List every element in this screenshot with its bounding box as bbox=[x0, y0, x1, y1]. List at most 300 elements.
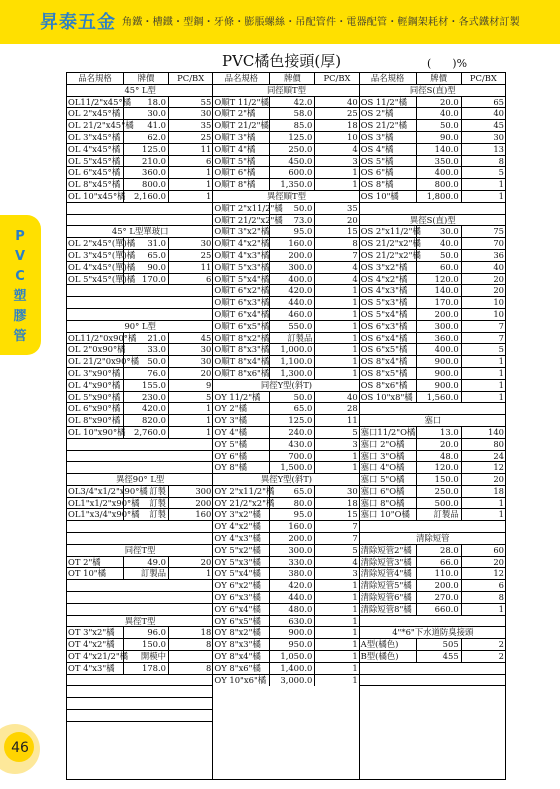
product-row bbox=[213, 439, 358, 451]
section-heading-row bbox=[360, 533, 505, 545]
item-spec: OY 5"x2"橘 bbox=[214, 544, 261, 555]
product-row bbox=[360, 462, 505, 474]
section-heading: 同徑Y型(斜T) bbox=[260, 379, 313, 390]
item-spec: OY 8"x3"橘 bbox=[214, 639, 261, 650]
pieces-per-box: 2 bbox=[498, 651, 504, 662]
item-spec: OY 6"橘 bbox=[214, 450, 247, 461]
pieces-per-box: 12 bbox=[493, 462, 504, 473]
item-spec: OS 5"橘 bbox=[360, 155, 394, 166]
empty-row bbox=[360, 403, 505, 415]
product-row bbox=[360, 568, 505, 580]
item-spec: OL 3"x45°橘 bbox=[68, 131, 121, 142]
section-heading-row bbox=[67, 616, 212, 628]
product-row bbox=[360, 486, 505, 498]
item-spec: A型(橘色) bbox=[360, 639, 399, 650]
header-pieces-per-box: PC/BX bbox=[469, 73, 497, 83]
item-spec: OL11/2"0x90°橘 bbox=[68, 332, 137, 343]
list-price: 2,160.0 bbox=[123, 191, 169, 202]
list-price: 950.0 bbox=[269, 639, 315, 650]
list-price: 62.0 bbox=[123, 132, 169, 143]
item-spec: OS 21/2"橘 bbox=[360, 120, 407, 131]
item-spec bbox=[67, 533, 212, 544]
product-row bbox=[213, 156, 358, 168]
list-price: 28.0 bbox=[416, 545, 462, 556]
item-spec bbox=[360, 616, 505, 627]
pieces-per-box: 8 bbox=[498, 592, 504, 603]
list-price: 120.0 bbox=[416, 462, 462, 473]
item-spec bbox=[360, 686, 505, 698]
pieces-per-box: 6 bbox=[205, 273, 212, 284]
pieces-per-box: 1 bbox=[498, 356, 504, 367]
pieces-per-box: 1 bbox=[352, 603, 358, 614]
list-price: 330.0 bbox=[269, 557, 315, 568]
pieces-per-box: 1 bbox=[205, 403, 212, 414]
list-price: 58.0 bbox=[269, 108, 315, 119]
section-heading-row bbox=[67, 85, 212, 97]
item-spec: OY 8"x4"橘 bbox=[214, 651, 261, 662]
pieces-per-box: 1 bbox=[352, 662, 358, 673]
pieces-per-box: 200 bbox=[195, 497, 212, 508]
pieces-per-box: 30 bbox=[200, 356, 212, 367]
list-price: 13.0 bbox=[416, 427, 462, 438]
column-header-row bbox=[360, 73, 505, 85]
product-row bbox=[213, 297, 358, 309]
pieces-per-box: 80 bbox=[493, 438, 504, 449]
pieces-per-box: 1 bbox=[352, 627, 358, 638]
pieces-per-box: 10 bbox=[493, 308, 504, 319]
item-spec: OS 2"x11/2"橘 bbox=[360, 226, 421, 237]
product-row bbox=[213, 215, 358, 227]
item-spec: O順T 4"x3"橘 bbox=[214, 249, 270, 260]
empty-row bbox=[67, 439, 212, 451]
product-row bbox=[67, 392, 212, 404]
product-row bbox=[213, 344, 358, 356]
list-price: 125.0 bbox=[269, 415, 315, 426]
pieces-per-box: 20 bbox=[493, 474, 504, 485]
list-price: 550.0 bbox=[269, 321, 315, 332]
pieces-per-box: 40 bbox=[493, 108, 504, 119]
list-price: 85.0 bbox=[269, 120, 315, 131]
product-row bbox=[360, 580, 505, 592]
pieces-per-box: 11 bbox=[346, 415, 358, 426]
header-item-spec: 品名規格 bbox=[78, 73, 112, 83]
item-spec bbox=[67, 698, 212, 709]
pieces-per-box: 10 bbox=[346, 131, 358, 142]
product-row bbox=[213, 651, 358, 663]
product-row bbox=[67, 651, 212, 663]
item-spec: OY 3"橘 bbox=[214, 415, 247, 426]
product-row bbox=[213, 486, 358, 498]
empty-row bbox=[360, 663, 505, 675]
item-spec: OL 8"x90°橘 bbox=[68, 415, 121, 426]
list-price: 1,050.0 bbox=[269, 651, 315, 662]
list-price: 18.0 bbox=[123, 97, 169, 108]
item-spec bbox=[360, 203, 505, 214]
list-price: 700.0 bbox=[269, 451, 315, 462]
item-spec bbox=[67, 675, 212, 686]
list-price: 820.0 bbox=[123, 415, 169, 426]
pieces-per-box: 40 bbox=[493, 261, 504, 272]
item-spec: OS 6"x4"橘 bbox=[360, 332, 408, 343]
pieces-per-box: 8 bbox=[498, 155, 504, 166]
header-item-spec: 品名規格 bbox=[370, 73, 405, 83]
pieces-per-box: 30 bbox=[346, 485, 358, 496]
list-price: 270.0 bbox=[416, 592, 462, 603]
list-price: 900.0 bbox=[416, 380, 462, 391]
pieces-per-box: 65 bbox=[493, 96, 504, 107]
pieces-per-box: 6 bbox=[205, 155, 212, 166]
pieces-per-box: 5 bbox=[498, 167, 504, 178]
list-price: 訂製 bbox=[123, 486, 169, 497]
product-row bbox=[213, 663, 358, 675]
section-heading: 異徑Y型(斜T) bbox=[260, 474, 313, 485]
list-price: 400.0 bbox=[416, 167, 462, 178]
item-spec: OS 8"x5"橘 bbox=[360, 367, 408, 378]
section-heading-row bbox=[67, 474, 212, 486]
item-spec: 清除短管6"橘 bbox=[360, 592, 412, 603]
item-spec: OY 8"橘 bbox=[214, 462, 247, 473]
list-price: 90.0 bbox=[123, 262, 169, 273]
pieces-per-box: 40 bbox=[346, 391, 358, 402]
list-price: 505 bbox=[416, 639, 462, 650]
list-price: 31.0 bbox=[123, 238, 169, 249]
item-spec: OL 5"x45°橘 bbox=[68, 155, 121, 166]
list-price: 440.0 bbox=[269, 297, 315, 308]
product-row bbox=[360, 427, 505, 439]
list-price: 140.0 bbox=[416, 144, 462, 155]
pieces-per-box: 5 bbox=[205, 391, 212, 402]
product-row bbox=[213, 226, 358, 238]
list-price: 95.0 bbox=[269, 509, 315, 520]
pieces-per-box: 25 bbox=[200, 131, 212, 142]
product-row bbox=[67, 427, 212, 439]
item-spec: OS 21/2"x2"橘 bbox=[360, 238, 421, 249]
list-price: 160.0 bbox=[269, 521, 315, 532]
product-row bbox=[67, 274, 212, 286]
item-spec: OL 2"x45°(單)橘 bbox=[68, 238, 136, 249]
product-row bbox=[213, 521, 358, 533]
item-spec: OL1"x3/4"x90°橘 bbox=[68, 509, 140, 520]
pieces-per-box: 1 bbox=[205, 190, 212, 201]
product-row bbox=[213, 167, 358, 179]
list-price: 50.0 bbox=[416, 120, 462, 131]
product-row bbox=[213, 604, 358, 616]
pieces-per-box: 1 bbox=[205, 179, 212, 190]
item-spec: OY 21/2"x2"橘 bbox=[214, 497, 275, 508]
item-spec: 清除短管8"橘 bbox=[360, 603, 412, 614]
empty-row bbox=[67, 592, 212, 604]
product-row bbox=[67, 120, 212, 132]
pieces-per-box: 8 bbox=[352, 238, 358, 249]
product-row bbox=[67, 356, 212, 368]
product-row bbox=[360, 226, 505, 238]
product-row bbox=[213, 462, 358, 474]
product-categories: 角鐵・槽鐵・型鋼・牙條・膨脹螺絲・吊配管件・電器配管・輕鋼架耗材・各式鐵材訂製 bbox=[122, 17, 520, 28]
list-price: 420.0 bbox=[269, 580, 315, 591]
pieces-per-box: 40 bbox=[346, 96, 358, 107]
list-price: 40.0 bbox=[416, 238, 462, 249]
empty-row bbox=[67, 710, 212, 722]
product-row bbox=[67, 368, 212, 380]
item-spec: 塞口 4"O橘 bbox=[360, 462, 405, 473]
product-row bbox=[67, 333, 212, 345]
empty-row bbox=[360, 675, 505, 687]
pieces-per-box: 3 bbox=[352, 568, 358, 579]
item-spec: OS 6"橘 bbox=[360, 167, 394, 178]
item-spec: OS 5"x3"橘 bbox=[360, 297, 408, 308]
item-spec: 塞口11/2"O橘 bbox=[360, 426, 416, 437]
list-price: 50.0 bbox=[123, 356, 169, 367]
item-spec: OY 3"x2"橘 bbox=[214, 509, 261, 520]
product-row bbox=[213, 557, 358, 569]
pieces-per-box: 2 bbox=[498, 639, 504, 650]
product-row bbox=[360, 179, 505, 191]
product-row bbox=[67, 568, 212, 580]
item-spec: O順T 6"橘 bbox=[214, 167, 256, 178]
product-row bbox=[360, 309, 505, 321]
page-number: 46 bbox=[11, 740, 29, 756]
item-spec: OT 10"橘 bbox=[68, 568, 106, 579]
item-spec: 清除短管2"橘 bbox=[360, 544, 412, 555]
section-heading: 4"*6"下水道防臭接頭 bbox=[392, 627, 474, 638]
product-row bbox=[360, 474, 505, 486]
product-row bbox=[67, 663, 212, 675]
pieces-per-box: 1 bbox=[352, 344, 358, 355]
product-row bbox=[67, 498, 212, 510]
list-price: 40.0 bbox=[416, 108, 462, 119]
list-price: 1,560.0 bbox=[416, 392, 462, 403]
product-row bbox=[67, 156, 212, 168]
list-price: 500.0 bbox=[416, 498, 462, 509]
empty-row bbox=[67, 215, 212, 227]
section-heading-row bbox=[67, 321, 212, 333]
price-column-1 bbox=[67, 73, 213, 779]
item-spec: O順T 3"x2"橘 bbox=[214, 226, 270, 237]
list-price: 400.0 bbox=[269, 274, 315, 285]
product-row bbox=[213, 108, 358, 120]
empty-row bbox=[360, 686, 505, 698]
pieces-per-box: 20 bbox=[493, 273, 504, 284]
section-heading: 清除短管 bbox=[416, 533, 450, 544]
section-heading: 同徑順T型 bbox=[266, 84, 307, 95]
item-spec: OT 3"x2"橘 bbox=[68, 627, 115, 638]
pieces-per-box: 7 bbox=[352, 521, 358, 532]
list-price: 230.0 bbox=[123, 392, 169, 403]
list-price: 420.0 bbox=[269, 285, 315, 296]
list-price: 480.0 bbox=[269, 604, 315, 615]
product-row bbox=[213, 415, 358, 427]
item-spec: OY 5"橘 bbox=[214, 438, 247, 449]
pieces-per-box: 1 bbox=[352, 615, 358, 626]
side-category-tab bbox=[0, 215, 41, 355]
product-row bbox=[360, 557, 505, 569]
product-row bbox=[213, 498, 358, 510]
pieces-per-box: 6 bbox=[498, 580, 504, 591]
item-spec: OL 5"x45°(單)橘 bbox=[68, 273, 136, 284]
product-row bbox=[360, 144, 505, 156]
list-price: 250.0 bbox=[416, 486, 462, 497]
item-spec bbox=[67, 592, 212, 603]
item-spec: OL 3"x45°(單)橘 bbox=[68, 249, 136, 260]
list-price: 33.0 bbox=[123, 344, 169, 355]
product-row bbox=[213, 321, 358, 333]
item-spec: O順T 8"x3"橘 bbox=[214, 344, 270, 355]
pieces-per-box: 1 bbox=[205, 167, 212, 178]
pieces-per-box: 25 bbox=[200, 249, 212, 260]
product-row bbox=[360, 592, 505, 604]
list-price: 48.0 bbox=[416, 451, 462, 462]
item-spec: B型(橘色) bbox=[360, 651, 399, 662]
list-price: 350.0 bbox=[416, 156, 462, 167]
pieces-per-box: 1 bbox=[498, 497, 504, 508]
list-price: 20.0 bbox=[416, 97, 462, 108]
pieces-per-box: 160 bbox=[195, 509, 212, 520]
item-spec: OT 2"橘 bbox=[68, 556, 101, 567]
product-row bbox=[213, 333, 358, 345]
item-spec: OL 21/2"0x90°橘 bbox=[68, 356, 140, 367]
list-price: 200.0 bbox=[416, 309, 462, 320]
list-price: 95.0 bbox=[269, 226, 315, 237]
pieces-per-box: 5 bbox=[352, 426, 358, 437]
product-row bbox=[67, 403, 212, 415]
empty-row bbox=[67, 462, 212, 474]
item-spec: OY 4"x2"橘 bbox=[214, 521, 261, 532]
pieces-per-box: 3 bbox=[352, 155, 358, 166]
section-heading-row bbox=[360, 415, 505, 427]
pieces-per-box: 1 bbox=[352, 580, 358, 591]
pieces-per-box: 1 bbox=[498, 391, 504, 402]
list-price: 76.0 bbox=[123, 368, 169, 379]
item-spec: OY 8"x2"橘 bbox=[214, 627, 261, 638]
list-price: 430.0 bbox=[269, 439, 315, 450]
product-row bbox=[213, 97, 358, 109]
pieces-per-box: 35 bbox=[200, 120, 212, 131]
product-row bbox=[360, 439, 505, 451]
product-row bbox=[67, 108, 212, 120]
product-row bbox=[213, 285, 358, 297]
list-price: 65.0 bbox=[123, 250, 169, 261]
item-spec: OL1"x1/2"x90°橘 bbox=[68, 497, 140, 508]
section-heading: 異徑S(直)型 bbox=[409, 214, 456, 225]
item-spec: OY 6"x2"橘 bbox=[214, 580, 261, 591]
side-category-label: PVC塑膠管 bbox=[13, 229, 27, 344]
product-row bbox=[67, 627, 212, 639]
product-row bbox=[360, 604, 505, 616]
pieces-per-box: 20 bbox=[200, 556, 212, 567]
list-price: 160.0 bbox=[269, 238, 315, 249]
section-heading-row bbox=[213, 380, 358, 392]
list-price: 訂製 bbox=[123, 498, 169, 509]
item-spec: OS 8"x4"橘 bbox=[360, 356, 408, 367]
list-price: 開模中 bbox=[123, 651, 169, 662]
item-spec: OY 4"橘 bbox=[214, 426, 247, 437]
empty-row bbox=[67, 722, 212, 734]
top-banner bbox=[0, 0, 560, 44]
pieces-per-box: 28 bbox=[346, 403, 358, 414]
pieces-per-box: 4 bbox=[352, 556, 358, 567]
list-price: 155.0 bbox=[123, 380, 169, 391]
list-price: 65.0 bbox=[269, 403, 315, 414]
product-row bbox=[67, 179, 212, 191]
list-price: 420.0 bbox=[123, 403, 169, 414]
pieces-per-box: 20 bbox=[493, 556, 504, 567]
item-spec: OL 10"x45°橘 bbox=[68, 190, 126, 201]
pieces-per-box: 45 bbox=[200, 332, 212, 343]
item-spec: OL 5"x90°橘 bbox=[68, 391, 121, 402]
pieces-per-box: 20 bbox=[200, 367, 212, 378]
product-row bbox=[360, 285, 505, 297]
list-price: 200.0 bbox=[269, 533, 315, 544]
empty-row bbox=[67, 451, 212, 463]
list-price: 50.0 bbox=[269, 392, 315, 403]
pieces-per-box: 1 bbox=[352, 179, 358, 190]
item-spec: OY 5"x3"橘 bbox=[214, 556, 261, 567]
product-row bbox=[213, 592, 358, 604]
pieces-per-box: 1 bbox=[352, 297, 358, 308]
item-spec: 清除短管3"橘 bbox=[360, 556, 412, 567]
item-spec bbox=[67, 309, 212, 320]
item-spec: OT 4"x2"橘 bbox=[68, 639, 115, 650]
pieces-per-box: 7 bbox=[352, 249, 358, 260]
pieces-per-box: 10 bbox=[493, 297, 504, 308]
list-price: 訂製品 bbox=[416, 509, 462, 520]
product-row bbox=[213, 274, 358, 286]
pieces-per-box: 9 bbox=[205, 379, 212, 390]
pieces-per-box: 1 bbox=[498, 367, 504, 378]
section-heading-row bbox=[67, 226, 212, 238]
pieces-per-box: 1 bbox=[352, 592, 358, 603]
pieces-per-box: 7 bbox=[352, 533, 358, 544]
item-spec: OL 4"x45°(單)橘 bbox=[68, 261, 136, 272]
list-price: 90.0 bbox=[416, 132, 462, 143]
table-title: PVC橘色接頭(厚) bbox=[222, 52, 342, 70]
list-price: 800.0 bbox=[416, 179, 462, 190]
item-spec: OS 4"橘 bbox=[360, 143, 394, 154]
list-price: 20.0 bbox=[416, 439, 462, 450]
item-spec: OY 10"x6"橘 bbox=[214, 674, 267, 685]
product-row bbox=[360, 167, 505, 179]
item-spec bbox=[360, 663, 505, 674]
product-row bbox=[213, 627, 358, 639]
section-heading: 45° L型單玻口 bbox=[111, 226, 169, 237]
empty-row bbox=[67, 686, 212, 698]
item-spec: OL3/4"x1/2"x90°橘 bbox=[68, 485, 148, 496]
price-table bbox=[66, 72, 506, 780]
product-row bbox=[213, 427, 358, 439]
product-row bbox=[360, 120, 505, 132]
product-row bbox=[213, 120, 358, 132]
list-price: 1,300.0 bbox=[269, 368, 315, 379]
empty-row bbox=[67, 604, 212, 616]
product-row bbox=[67, 509, 212, 521]
item-spec bbox=[67, 215, 212, 226]
list-price: 600.0 bbox=[269, 167, 315, 178]
pieces-per-box: 18 bbox=[493, 485, 504, 496]
empty-row bbox=[360, 616, 505, 628]
product-row bbox=[213, 262, 358, 274]
item-spec: OY 4"x3"橘 bbox=[214, 533, 261, 544]
item-spec: OL 6"x45°橘 bbox=[68, 167, 121, 178]
list-price: 30.0 bbox=[123, 108, 169, 119]
pieces-per-box: 4 bbox=[352, 143, 358, 154]
item-spec: 塞口 8"O橘 bbox=[360, 497, 405, 508]
section-heading-row bbox=[360, 85, 505, 97]
item-spec: OL 10"x90°橘 bbox=[68, 426, 126, 437]
item-spec: O順T 6"x5"橘 bbox=[214, 320, 270, 331]
product-row bbox=[213, 203, 358, 215]
list-price: 73.0 bbox=[269, 215, 315, 226]
pieces-per-box: 7 bbox=[498, 320, 504, 331]
